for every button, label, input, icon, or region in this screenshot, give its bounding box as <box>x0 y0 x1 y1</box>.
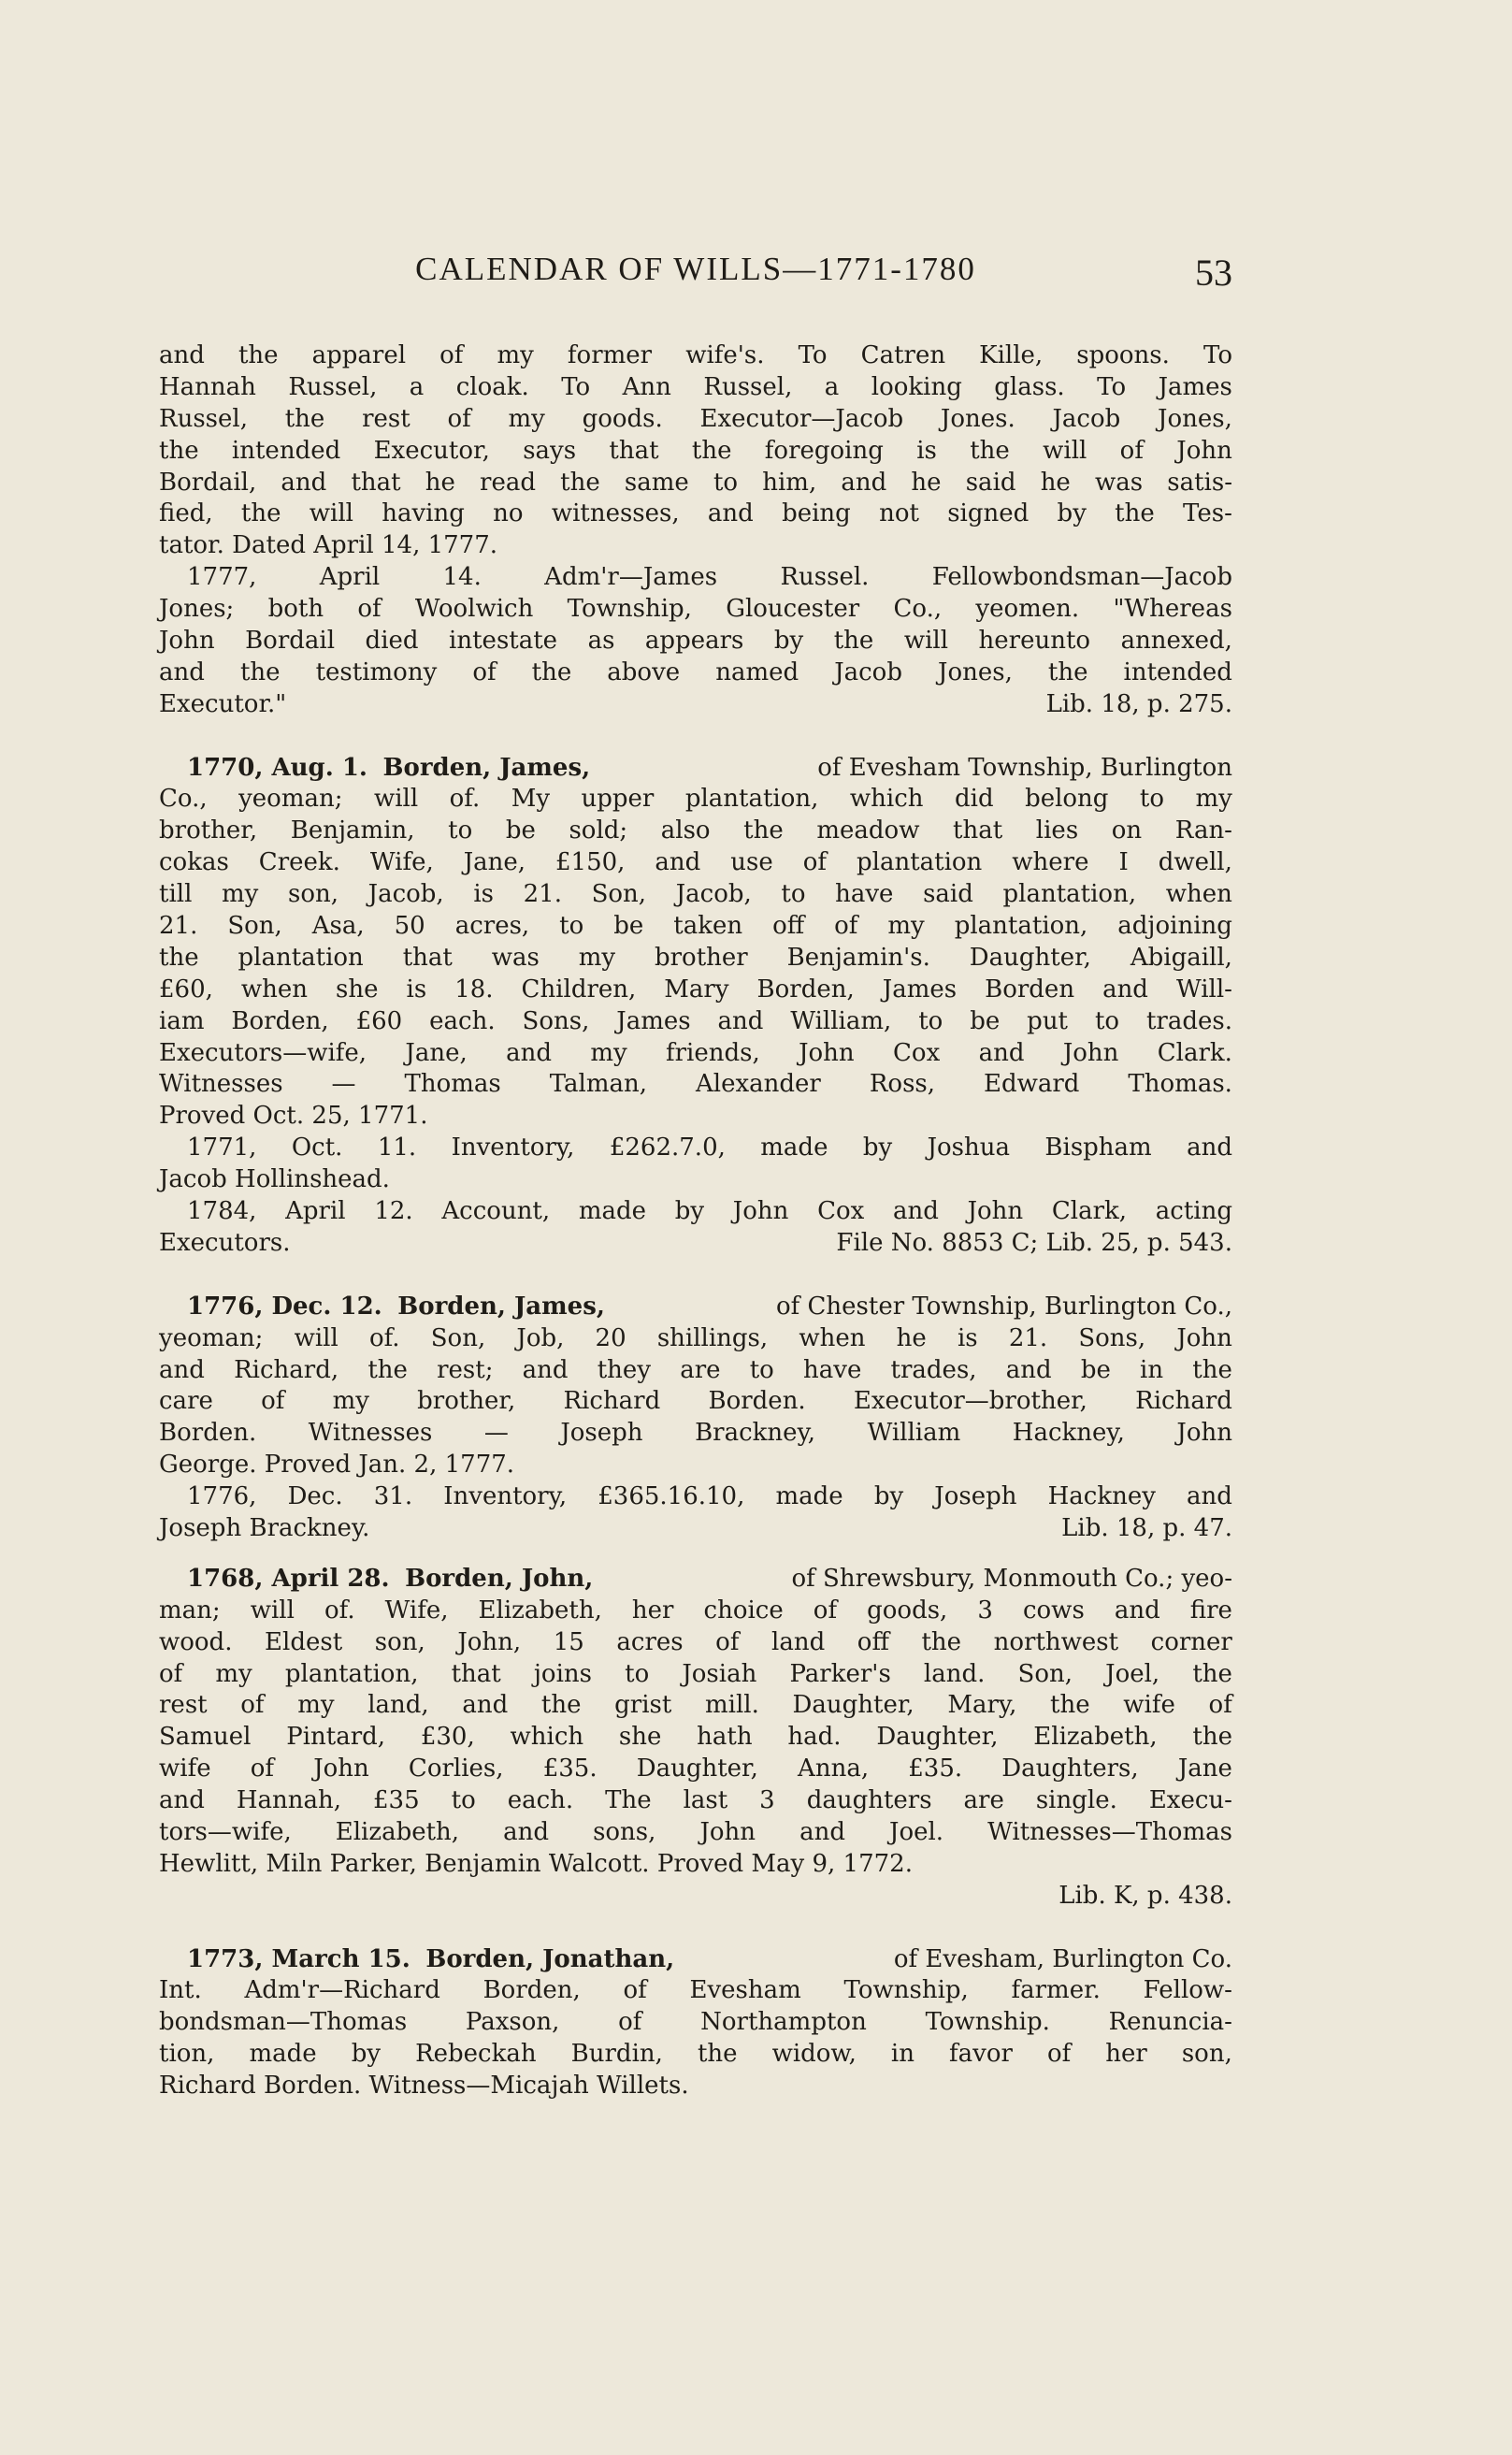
text-line: iam Borden, £60 each. Sons, James and William, to be put to trades. <box>159 1006 1232 1035</box>
text-line: Hannah Russel, a cloak. To Ann Russel, a looking glass. To James <box>159 372 1232 401</box>
entry-name: Borden, James, <box>397 1292 605 1321</box>
text-fragment: Executors. <box>159 1228 291 1257</box>
entry-date: 1768, April 28. <box>187 1564 390 1593</box>
text-line: John Bordail died intestate as appears by the will hereunto annexed, <box>159 627 1232 656</box>
text-line: 1784, April 12. Account, made by John Cox and John Clark, acting <box>187 1197 1232 1226</box>
entry-heading-line <box>159 1292 1232 1323</box>
text-line: wood. Eldest son, John, 15 acres of land off the northwest corner <box>159 1627 1232 1656</box>
library-reference: File No. 8853 C; Lib. 25, p. 543. <box>836 1228 1232 1257</box>
body-text <box>159 340 1232 2102</box>
entry-date: 1773, March 15. <box>187 1944 410 1973</box>
text-fragment: of Evesham Township, Burlington <box>817 753 1232 782</box>
text-line: and the apparel of my former wife's. To Catren Kille, spoons. To <box>159 341 1232 369</box>
entry-borden-james-1776 <box>159 1292 1232 1545</box>
entry-borden-john-1768 <box>159 1564 1232 1913</box>
entry-bordail-continuation <box>159 340 1232 721</box>
text-line: tors—wife, Elizabeth, and sons, John and Joel. Witnesses—Thomas <box>159 1817 1232 1846</box>
entry-borden-jonathan-1773 <box>159 1944 1232 2102</box>
text-line: 21. Son, Asa, 50 acres, to be taken off of my plantation, adjoining <box>159 912 1232 941</box>
text-line: tator. Dated April 14, 1777. <box>159 531 498 560</box>
text-line: brother, Benjamin, to be sold; also the meadow that lies on Ran- <box>159 816 1232 845</box>
library-reference: Lib. K, p. 438. <box>1058 1881 1232 1910</box>
entry-heading-line <box>159 1944 1232 1976</box>
entry-borden-james-1770 <box>159 753 1232 1260</box>
text-line: and Richard, the rest; and they are to have trades, and be in the <box>159 1355 1232 1384</box>
text-line: wife of John Corlies, £35. Daughter, Anna, £35. Daughters, Jane <box>159 1755 1232 1783</box>
text-line: man; will of. Wife, Elizabeth, her choice of goods, 3 cows and fire <box>159 1596 1232 1625</box>
text-line: Borden. Witnesses — Joseph Brackney, William Hackney, John <box>159 1419 1232 1448</box>
entry-date: 1770, Aug. 1. <box>187 753 367 782</box>
text-line: £60, when she is 18. Children, Mary Borden, James Borden and Will- <box>159 975 1232 1004</box>
page-header <box>159 251 1232 307</box>
entry-name: Borden, James, <box>382 753 591 782</box>
text-line: Russel, the rest of my goods. Executor—Jacob Jones. Jacob Jones, <box>159 404 1232 433</box>
entry-heading-line <box>159 753 1232 785</box>
text-line: and Hannah, £35 to each. The last 3 daughters are single. Execu- <box>159 1786 1232 1815</box>
entry-heading-line <box>159 1564 1232 1596</box>
text-line: tion, made by Rebeckah Burdin, the widow, in favor of her son, <box>159 2040 1232 2069</box>
text-line: rest of my land, and the grist mill. Daughter, Mary, the wife of <box>159 1691 1232 1720</box>
text-line: fied, the will having no witnesses, and being not signed by the Tes- <box>159 499 1232 528</box>
text-fragment: of Evesham, Burlington Co. <box>893 1944 1232 1973</box>
text-line: yeoman; will of. Son, Job, 20 shillings, when he is 21. Sons, John <box>159 1323 1232 1352</box>
text-line <box>159 689 1232 721</box>
text-line: 1776, Dec. 31. Inventory, £365.16.10, made by Joseph Hackney and <box>187 1482 1232 1511</box>
text-fragment: Joseph Brackney. <box>159 1513 370 1542</box>
text-line: of my plantation, that joins to Josiah Parker's land. Son, Joel, the <box>159 1659 1232 1688</box>
text-line: and the testimony of the above named Jacob Jones, the intended <box>159 657 1232 686</box>
text-line: 1777, April 14. Adm'r—James Russel. Fellowbondsman—Jacob <box>187 563 1232 592</box>
text-line <box>159 1228 1232 1260</box>
text-line: Executors—wife, Jane, and my friends, John Cox and John Clark. <box>159 1038 1232 1067</box>
text-line: Jones; both of Woolwich Township, Gloucester Co., yeomen. "Whereas <box>159 595 1232 624</box>
text-line: Jacob Hollinshead. <box>159 1165 390 1194</box>
text-line: bondsman—Thomas Paxson, of Northampton Township. Renuncia- <box>159 2008 1232 2037</box>
text-line: Richard Borden. Witness—Micajah Willets. <box>159 2072 689 2101</box>
library-reference: Lib. 18, p. 47. <box>1061 1513 1232 1542</box>
text-fragment: of Shrewsbury, Monmouth Co.; yeo- <box>791 1564 1232 1593</box>
text-line <box>159 1513 1232 1545</box>
text-line: Witnesses — Thomas Talman, Alexander Ross, Edward Thomas. <box>159 1070 1232 1099</box>
text-line: the plantation that was my brother Benjamin's. Daughter, Abigaill, <box>159 943 1232 972</box>
running-title: CALENDAR OF WILLS—1771-1780 <box>415 251 976 287</box>
text-line: Samuel Pintard, £30, which she hath had. Daughter, Elizabeth, the <box>159 1723 1232 1752</box>
text-fragment: Executor." <box>159 689 287 718</box>
text-line: till my son, Jacob, is 21. Son, Jacob, to have said plantation, when <box>159 880 1232 909</box>
entry-name: Borden, John, <box>405 1564 594 1593</box>
text-line: Proved Oct. 25, 1771. <box>159 1102 428 1131</box>
text-line: Hewlitt, Miln Parker, Benjamin Walcott. Proved May 9, 1772. <box>159 1849 913 1878</box>
entry-date: 1776, Dec. 12. <box>187 1292 382 1321</box>
text-line: care of my brother, Richard Borden. Executor—brother, Richard <box>159 1387 1232 1416</box>
page-number: 53 <box>1195 252 1232 294</box>
text-line: Bordail, and that he read the same to him, and he said he was satis- <box>159 468 1232 497</box>
text-line: Int. Adm'r—Richard Borden, of Evesham Township, farmer. Fellow- <box>159 1976 1232 2005</box>
text-fragment: of Chester Township, Burlington Co., <box>775 1292 1232 1321</box>
text-line: the intended Executor, says that the foregoing is the will of John <box>159 436 1232 465</box>
library-reference: Lib. 18, p. 275. <box>1045 689 1232 718</box>
text-line: Co., yeoman; will of. My upper plantation, which did belong to my <box>159 785 1232 814</box>
text-line: cokas Creek. Wife, Jane, £150, and use of plantation where I dwell, <box>159 848 1232 877</box>
text-line: 1771, Oct. 11. Inventory, £262.7.0, made by Joshua Bispham and <box>187 1134 1232 1163</box>
text-line: George. Proved Jan. 2, 1777. <box>159 1451 515 1480</box>
entry-name: Borden, Jonathan, <box>425 1944 675 1973</box>
